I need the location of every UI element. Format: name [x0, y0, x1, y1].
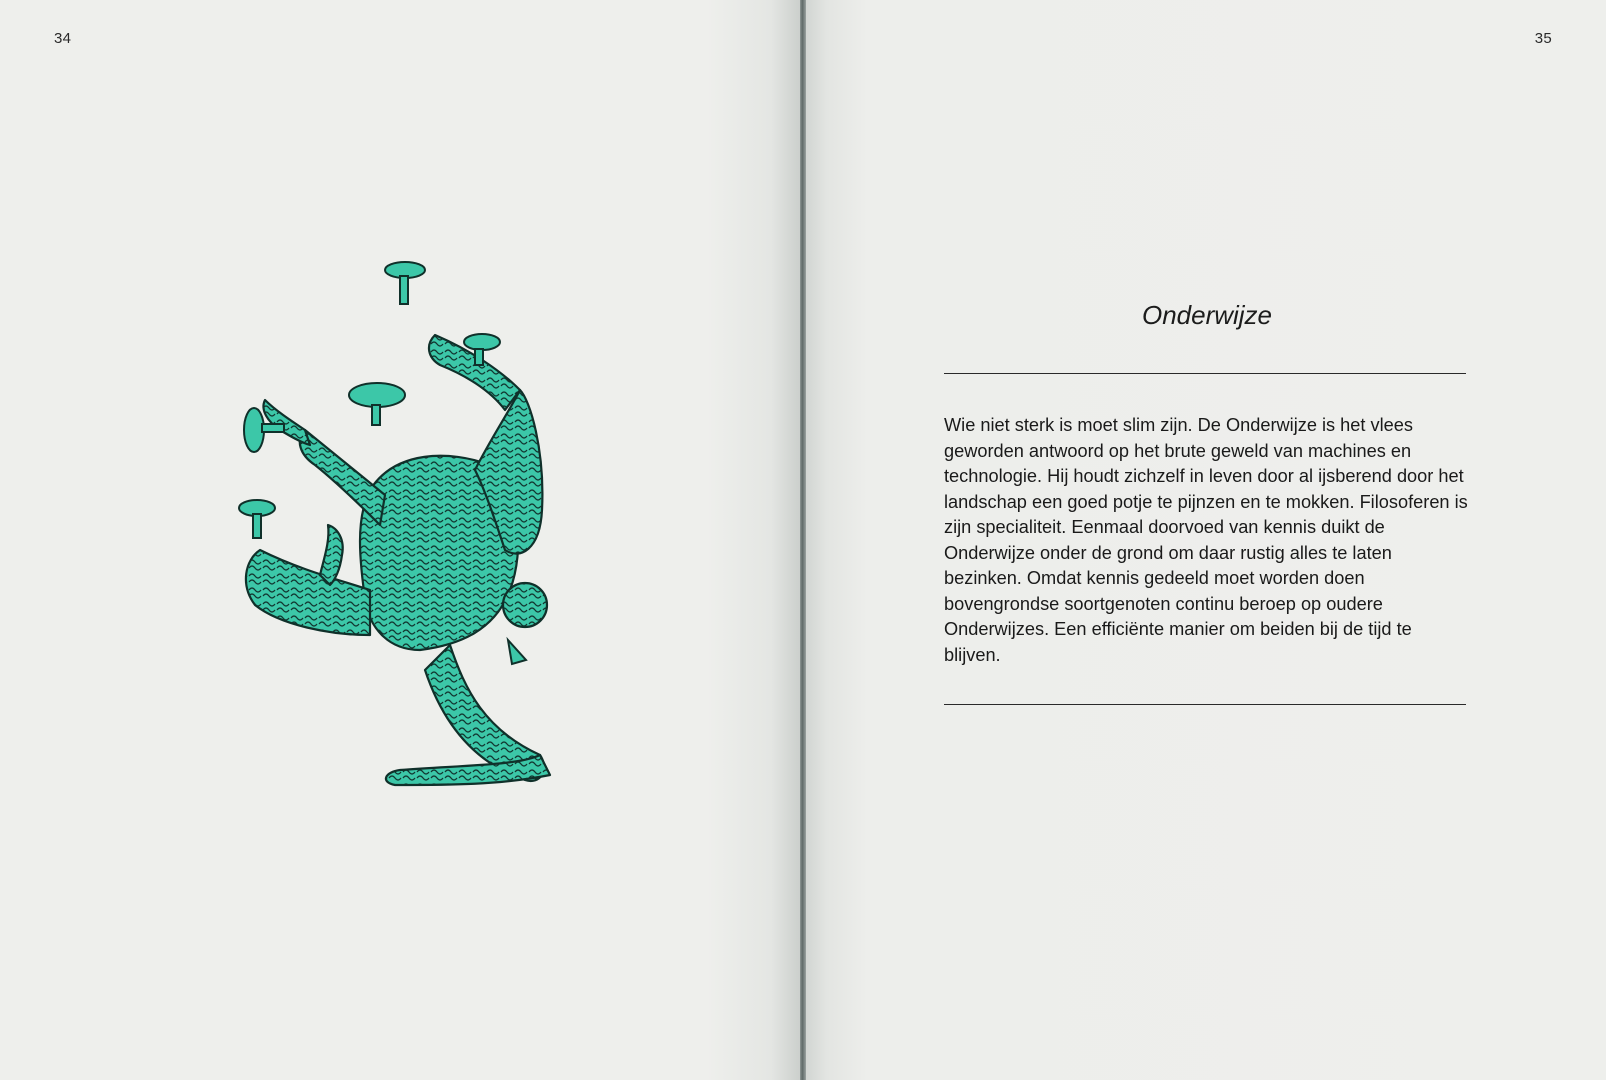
entry-body-text: Wie niet sterk is moet slim zijn. De Onderwijze is het vlees geworden antwoord op het brute geweld van machines en technologie. Hij houdt zichzelf in leven door al ijsberend door het landschap een goed potje te pijnzen en te mokken. Filosoferen is zijn specialiteit. Eenmaal doorvoed van kennis duikt de Onderwijze onder de grond om daar rustig alles te laten bezinken. Omdat kennis gedeeld moet worden doen bovengrondse soortgenoten continu beroep op oudere Onderwijzes. Een efficiënte manier om beiden bij de tijd te blijven.	[944, 415, 1468, 665]
entry-title: Onderwijze	[1141, 300, 1273, 330]
right-page	[803, 0, 1606, 1080]
bottom-divider	[944, 704, 1466, 705]
green-creature-illustration	[220, 250, 580, 830]
book-spine-gutter	[800, 0, 806, 1080]
page-number-left: 34	[54, 30, 72, 47]
top-divider	[944, 373, 1466, 374]
page-number-right: 35	[1534, 30, 1552, 47]
